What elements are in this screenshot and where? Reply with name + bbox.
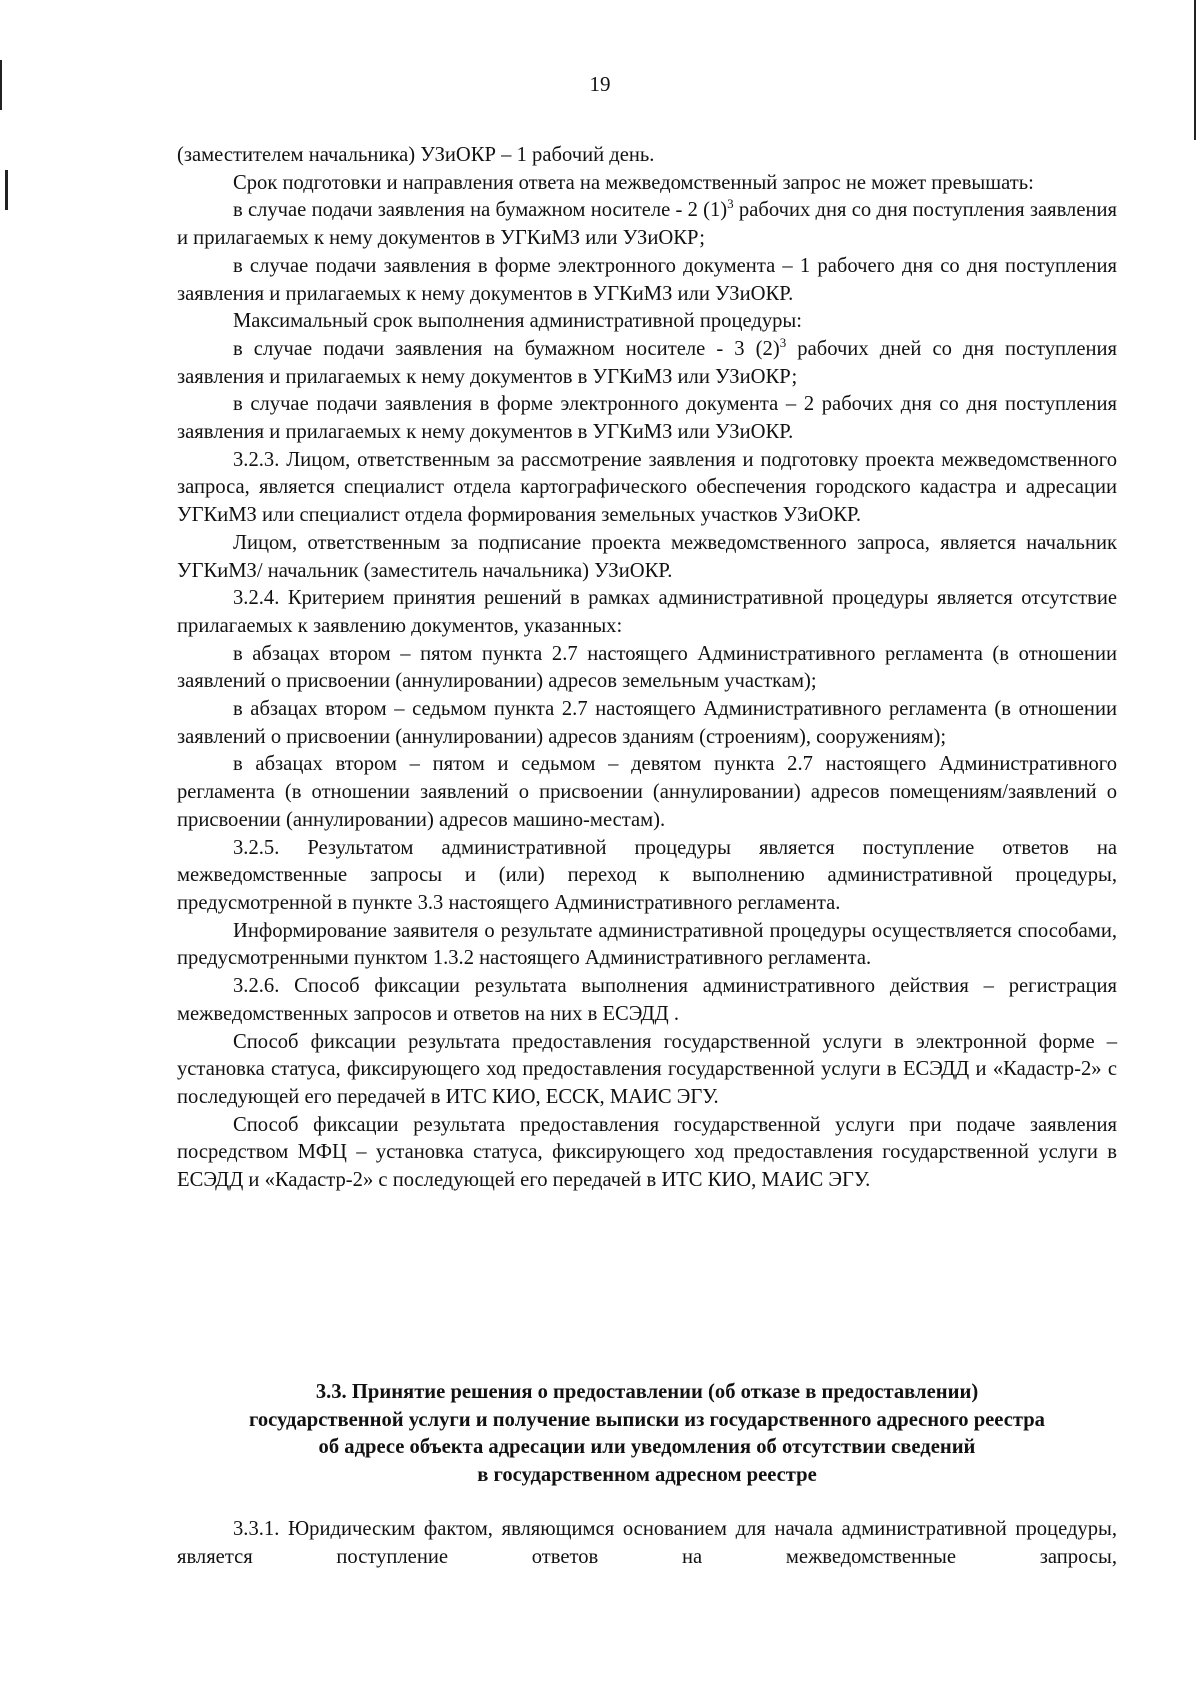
paragraph: Информирование заявителя о результате административной процедуры осуществляется способами, предусмотренными пунктом 1.3.2 настоящего Административного регламента. (177, 919, 1117, 970)
paragraph: в абзацах втором – пятом и седьмом – девятом пункта 2.7 настоящего Административного регламента (в отношении заявлений о присвоении (аннулировании) адресов помещениям/заявлений о присвоении (аннулировании) адресов машино-местам). (177, 753, 1117, 831)
paragraph: Срок подготовки и направления ответа на межведомственный запрос не может превышать: (233, 171, 1034, 194)
section-heading (177, 1379, 1117, 1490)
paragraph: в случае подачи заявления на бумажном носителе - 3 $(2)^3$ рабочих дней со дня поступления заявления и прилагаемых к нему документов в УГКиМЗ или УЗиОКР; (177, 335, 1117, 388)
paragraph: в случае подачи заявления в форме электронного документа – 1 рабочего дня со дня поступления заявления и прилагаемых к нему документов в УГКиМЗ или УЗиОКР. (177, 254, 1117, 305)
heading-line: 3.3. Принятие решения о предоставлении (об отказе в предоставлении) (315, 1381, 979, 1403)
paragraph: Максимальный срок выполнения административной процедуры: (233, 310, 802, 333)
paragraph: в абзацах втором – седьмом пункта 2.7 настоящего Административного регламента (в отношении заявлений о присвоении (аннулировании) адресов зданиям (строениям), сооружениям); (177, 698, 1117, 748)
scan-margin-mark (5, 170, 8, 210)
paragraph: 3.3.1. Юридическим фактом, являющимся основанием для начала административной процедуры, является поступление ответов на межведомственные запросы, (177, 1518, 1117, 1568)
footnote-ref: 3 (779, 335, 787, 351)
paragraph: в абзацах втором – пятом пункта 2.7 настоящего Административного регламента (в отношении заявлений о присвоении (аннулировании) адресов земельным участкам); (177, 642, 1117, 693)
heading-line: в государственном адресном реестре (477, 1464, 817, 1487)
paragraph: 3.2.3. Лицом, ответственным за рассмотрение заявления и подготовку проекта межведомственного запроса, является специалист отдела картографического обеспечения городского кадастра и адресации УГКиМЗ или специалист отдела формирования земельных участков УЗиОКР. (177, 448, 1117, 527)
scan-margin-mark (1194, 0, 1196, 140)
paragraph: в случае подачи заявления на бумажном носителе - 2 $(1)^3$ рабочих дня со дня поступления заявления и прилагаемых к нему документов в УГКиМЗ или УЗиОКР; (177, 196, 1117, 250)
paragraph: 3.2.5. Результатом административной процедуры является поступление ответов на межведомственные запросы и (или) переход к выполнению административной процедуры, предусмотренной в пункте 3.3 настоящего Административного регламента. (177, 836, 1117, 914)
paragraph: Способ фиксации результата предоставления государственной услуги при подаче заявления посредством МФЦ – установка статуса, фиксирующего ход предоставления государственной услуги в ЕСЭДД и «Кадастр-2» с последующей его передачей в ИТС КИО, МАИС ЭГУ. (177, 1113, 1117, 1192)
footnote-ref: 3 (727, 196, 734, 212)
heading-line: об адресе объекта адресации или уведомления об отсутствии сведений (318, 1436, 976, 1459)
body-text (177, 142, 1117, 1195)
page-number: 19 (589, 72, 611, 96)
paragraph: Способ фиксации результата предоставления государственной услуги в электронной форме – установка статуса, фиксирующего ход предоставления государственной услуги в ЕСЭДД и «Кадастр-2» с последующей его передачей в ИТС КИО, ЕССК, МАИС ЭГУ. (177, 1030, 1117, 1108)
paragraph: (заместителем начальника) УЗиОКР – 1 рабочий день. (177, 144, 655, 166)
paragraph: Лицом, ответственным за подписание проекта межведомственного запроса, является начальник УГКиМЗ/ начальник (заместитель начальника) УЗиОКР. (177, 531, 1117, 582)
paragraph: 3.2.4. Критерием принятия решений в рамках административной процедуры является отсутствие прилагаемых к заявлению документов, указанных: (177, 587, 1117, 637)
paragraph: 3.2.6. Способ фиксации результата выполнения административного действия – регистрация межведомственных запросов и ответов на них в ЕСЭДД . (177, 975, 1117, 1025)
heading-line: государственной услуги и получение выписки из государственного адресного реестра (249, 1408, 1045, 1431)
tail-text (177, 1516, 1117, 1571)
paragraph: в случае подачи заявления в форме электронного документа – 2 рабочих дня со дня поступления заявления и прилагаемых к нему документов в УГКиМЗ или УЗиОКР. (177, 393, 1117, 444)
